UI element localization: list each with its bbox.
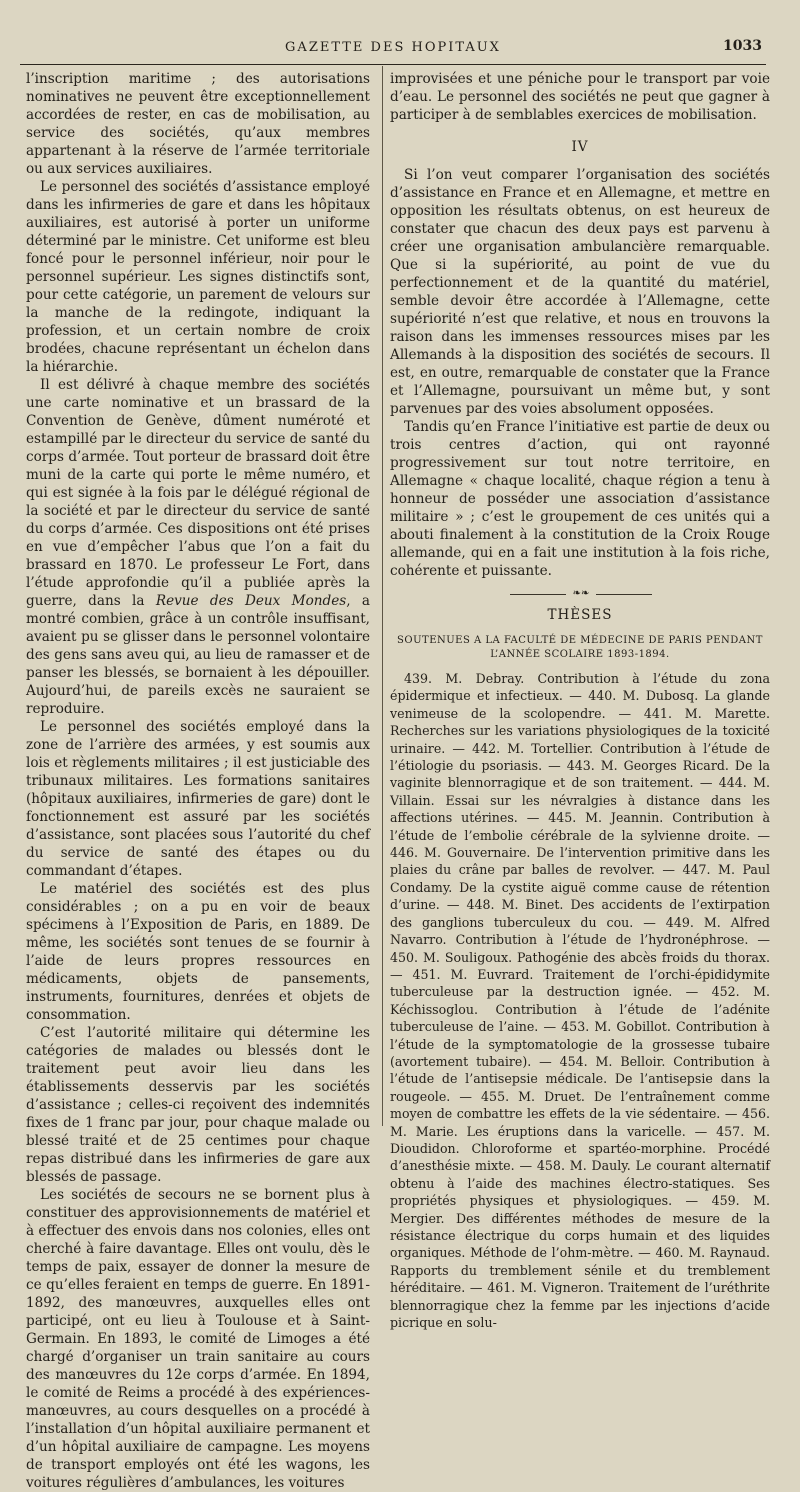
section-ornament — [390, 588, 770, 600]
theses-list — [390, 670, 770, 1331]
paragraph: improvisées et une péniche pour le transport par voie d’eau. Le personnel des sociétés ne peut que gagner à participer à de semblables exercices de mobilisation. — [390, 71, 770, 123]
right-column — [390, 70, 770, 1331]
paragraph-text-tail: , a montré combien, grâce à un contrôle insuffisant, avaient pu se glisser dans le personnel volontaire des gens sans aveu qui, au lieu de ramasser et de panser les blessés, se bornaient à les dépouiller. Aujourd’hui, de pareils excès ne sauraient se reproduire. — [26, 593, 370, 717]
ornament-knot: ❧❧ — [572, 588, 590, 599]
section-number: IV — [571, 139, 589, 155]
journal-title: GAZETTE DES HOPITAUX — [285, 40, 501, 55]
journal-reference: Revue des Deux Mondes — [155, 593, 347, 609]
paragraph-text: Il est délivré à chaque membre des sociétés une carte nominative et un brassard de la Convention de Genève, dûment numéroté et estampillé par le directeur du service de santé du corps d’armée. Tout porteur de brassard doit être muni de la carte qui porte le même numéro, et qui est signée à la fois par le délégué régional de la société et par le directeur du service de santé du corps d’armée. Ces dispositions ont été prises en vue d’empêcher l’abus que l’on a fait du brassard en 1870. Le professeur Le Fort, dans l’étude approfondie qu’il a publiée après la guerre, dans la — [26, 377, 370, 609]
paragraph: C’est l’autorité militaire qui détermine les catégories de malades ou blessés dont le traitement peut avoir lieu dans les établissements desservis par les sociétés d’assistance ; celles-ci reçoivent des indemnités fixes de 1 franc par jour, pour chaque malade ou blessé traité et de 25 centimes pour chaque repas distribué dans les infirmeries de gare aux blessés de passage. — [26, 1025, 370, 1185]
ornament-line-right — [596, 594, 652, 595]
page-header — [20, 36, 766, 62]
paragraph: Les sociétés de secours ne se bornent plus à constituer des approvisionnements de matériel et à effectuer des envois dans nos colonies, elles ont cherché à faire davantage. Elles ont voulu, dès le temps de paix, essayer de donner la mesure de ce qu’elles feraient en temps de guerre. En 1891-1892, des manœuvres, auxquelles elles ont participé, ont eu lieu à Toulouse et à Saint-Germain. En 1893, le comité de Limoges a été chargé d’organiser un train sanitaire au cours des manœuvres du 12e corps d’armée. En 1894, le comité de Reims a procédé à des expériences-manœuvres, au cours desquelles on a procédé à l’installation d’un hôpital auxiliaire permanent et d’un hôpital auxiliaire de campagne. Les moyens de transport employés ont été les wagons, les voitures régulières d’ambulances, les voitures — [26, 1187, 370, 1491]
paragraph — [26, 376, 370, 718]
ornament-line-left — [510, 594, 566, 595]
theses-entries: 439. M. Debray. Contribution à l’étude du zona épidermique et infectieux. — 440. M. Dubosq. La glande venimeuse de la scolopendre. — 441. M. Marette. Recherches sur les variations physiologiques de la toxicité urinaire. — 442. M. Tortellier. Contribution à l’étude de l’étiologie du psoriasis. — 443. M. Georges Ricard. De la vaginite blennorragique et de son traitement. — 444. M. Villain. Essai sur les névralgies à distance dans les affections utérines. — 445. M. Jeannin. Contribution à l’étude de l’embolie cérébrale de la sylvienne droite. — 446. M. Gouvernaire. De l’intervention primitive dans les plaies du crâne par balles de revolver. — 447. M. Paul Condamy. De la cystite aiguë comme cause de rétention d’urine. — 448. M. Binet. Des accidents de l’extirpation des ganglions tuberculeux du cou. — 449. M. Alfred Navarro. Contribution à l’étude de l’hydronéphrose. — 450. M. Souligoux. Pathogénie des abcès froids du thorax. — 451. M. Euvrard. Traitement de l’orchi-épididymite tuberculeuse par la destruction ignée. — 452. M. Kéchissoglou. Contribution à l’étude de l’adénite tuberculeuse de l’aine. — 453. M. Gobillot. Contribution à l’étude de la symptomatologie de la grossesse tubaire (avortement tubaire). — 454. M. Belloir. Contribution à l’étude de l’antisepsie médicale. De l’antisepsie dans la rougeole. — 455. M. Druet. De l’entraînement comme moyen de combattre les effets de la vie sédentaire. — 456. M. Marie. Les éruptions dans la varicelle. — 457. M. Dioudidon. Chloroforme et spartéo-morphine. Procédé d’anesthésie mixte. — 458. M. Dauly. Le courant alternatif obtenu à l’aide des machines électro-statiques. Ses propriétés physiques et physiologiques. — 459. M. Mergier. Des différentes méthodes de mesure de la résistance électrique du corps humain et des liquides organiques. Méthode de l’ohm-mètre. — 460. M. Raynaud. Rapports du tremblement sénile et du tremblement héréditaire. — 461. M. Vigneron. Traitement de l’uréthrite blennorragique chez la femme par les injections d’acide picrique en solu- — [390, 671, 770, 1331]
paragraph: Le personnel des sociétés d’assistance employé dans les infirmeries de gare et dans les hôpitaux auxiliaires, est autorisé à porter un uniforme déterminé par le ministre. Cet uniforme est bleu foncé pour le personnel inférieur, noir pour le personnel supérieur. Les signes distinctifs sont, pour cette catégorie, un parement de velours sur la manche de la redingote, indiquant la profession, et un certain nombre de croix brodées, chacune représentant un échelon dans la hiérarchie. — [26, 179, 370, 375]
paragraph: Si l’on veut comparer l’organisation des sociétés d’assistance en France et en Allemagne, et mettre en opposition les résultats obtenus, on est heureux de constater que chacun des deux pays est parvenu à créer une organisation ambulancière remarquable. Que si la supériorité, au point de vue du perfectionnement et de la quantité du matériel, semble devoir être accordée à l’Allemagne, cette supériorité n’est que relative, et nous en trouvons la raison dans les immenses ressources mises par les Allemands à la disposition des sociétés de secours. Il est, en outre, remarquable de constater que la France et l’Allemagne, poursuivant un même but, y sont parvenues par des voies absolument opposées. — [390, 167, 770, 417]
header-rule — [20, 64, 766, 65]
paragraph: Le matériel des sociétés est des plus considérables ; on a pu en voir de beaux spécimens à l’Exposition de Paris, en 1889. De même, les sociétés sont tenues de se fournir à l’aide de leurs propres ressources en médicaments, objets de pansements, instruments, fournitures, denrées et objets de consommation. — [26, 881, 370, 1023]
paragraph: Tandis qu’en France l’initiative est partie de deux ou trois centres d’action, qui ont rayonné progressivement sur tout notre territoire, en Allemagne « chaque localité, chaque région a tenu à honneur de posséder une association d’assistance militaire » ; c’est le groupement de ces unités qui a abouti finalement à la constitution de la Croix Rouge allemande, qui en a fait une institution à la fois riche, cohérente et puissante. — [390, 419, 770, 579]
theses-heading: THÈSES — [547, 607, 613, 623]
paragraph: Le personnel des sociétés employé dans la zone de l’arrière des armées, y est soumis aux lois et règlements militaires ; il est justiciable des tribunaux militaires. Les formations sanitaires (hôpitaux auxiliaires, infirmeries de gare) dont le fonctionnement est assuré par les sociétés d’assistance, sont placées sous l’autorité du chef du service de santé des étapes ou du commandant d’étapes. — [26, 719, 370, 879]
left-column — [26, 70, 370, 1492]
paragraph: l’inscription maritime ; des autorisations nominatives ne peuvent être exceptionnellement accordées de rester, en cas de mobilisation, au service des sociétés, qu’aux membres appartenant à la réserve de l’armée territoriale ou aux services auxiliaires. — [26, 71, 370, 177]
page-number: 1033 — [723, 38, 762, 54]
column-divider — [382, 66, 383, 1126]
theses-subheading: SOUTENUES A LA FACULTÉ DE MÉDECINE DE PARIS PENDANT L’ANNÉE SCOLAIRE 1893-1894. — [397, 635, 763, 660]
